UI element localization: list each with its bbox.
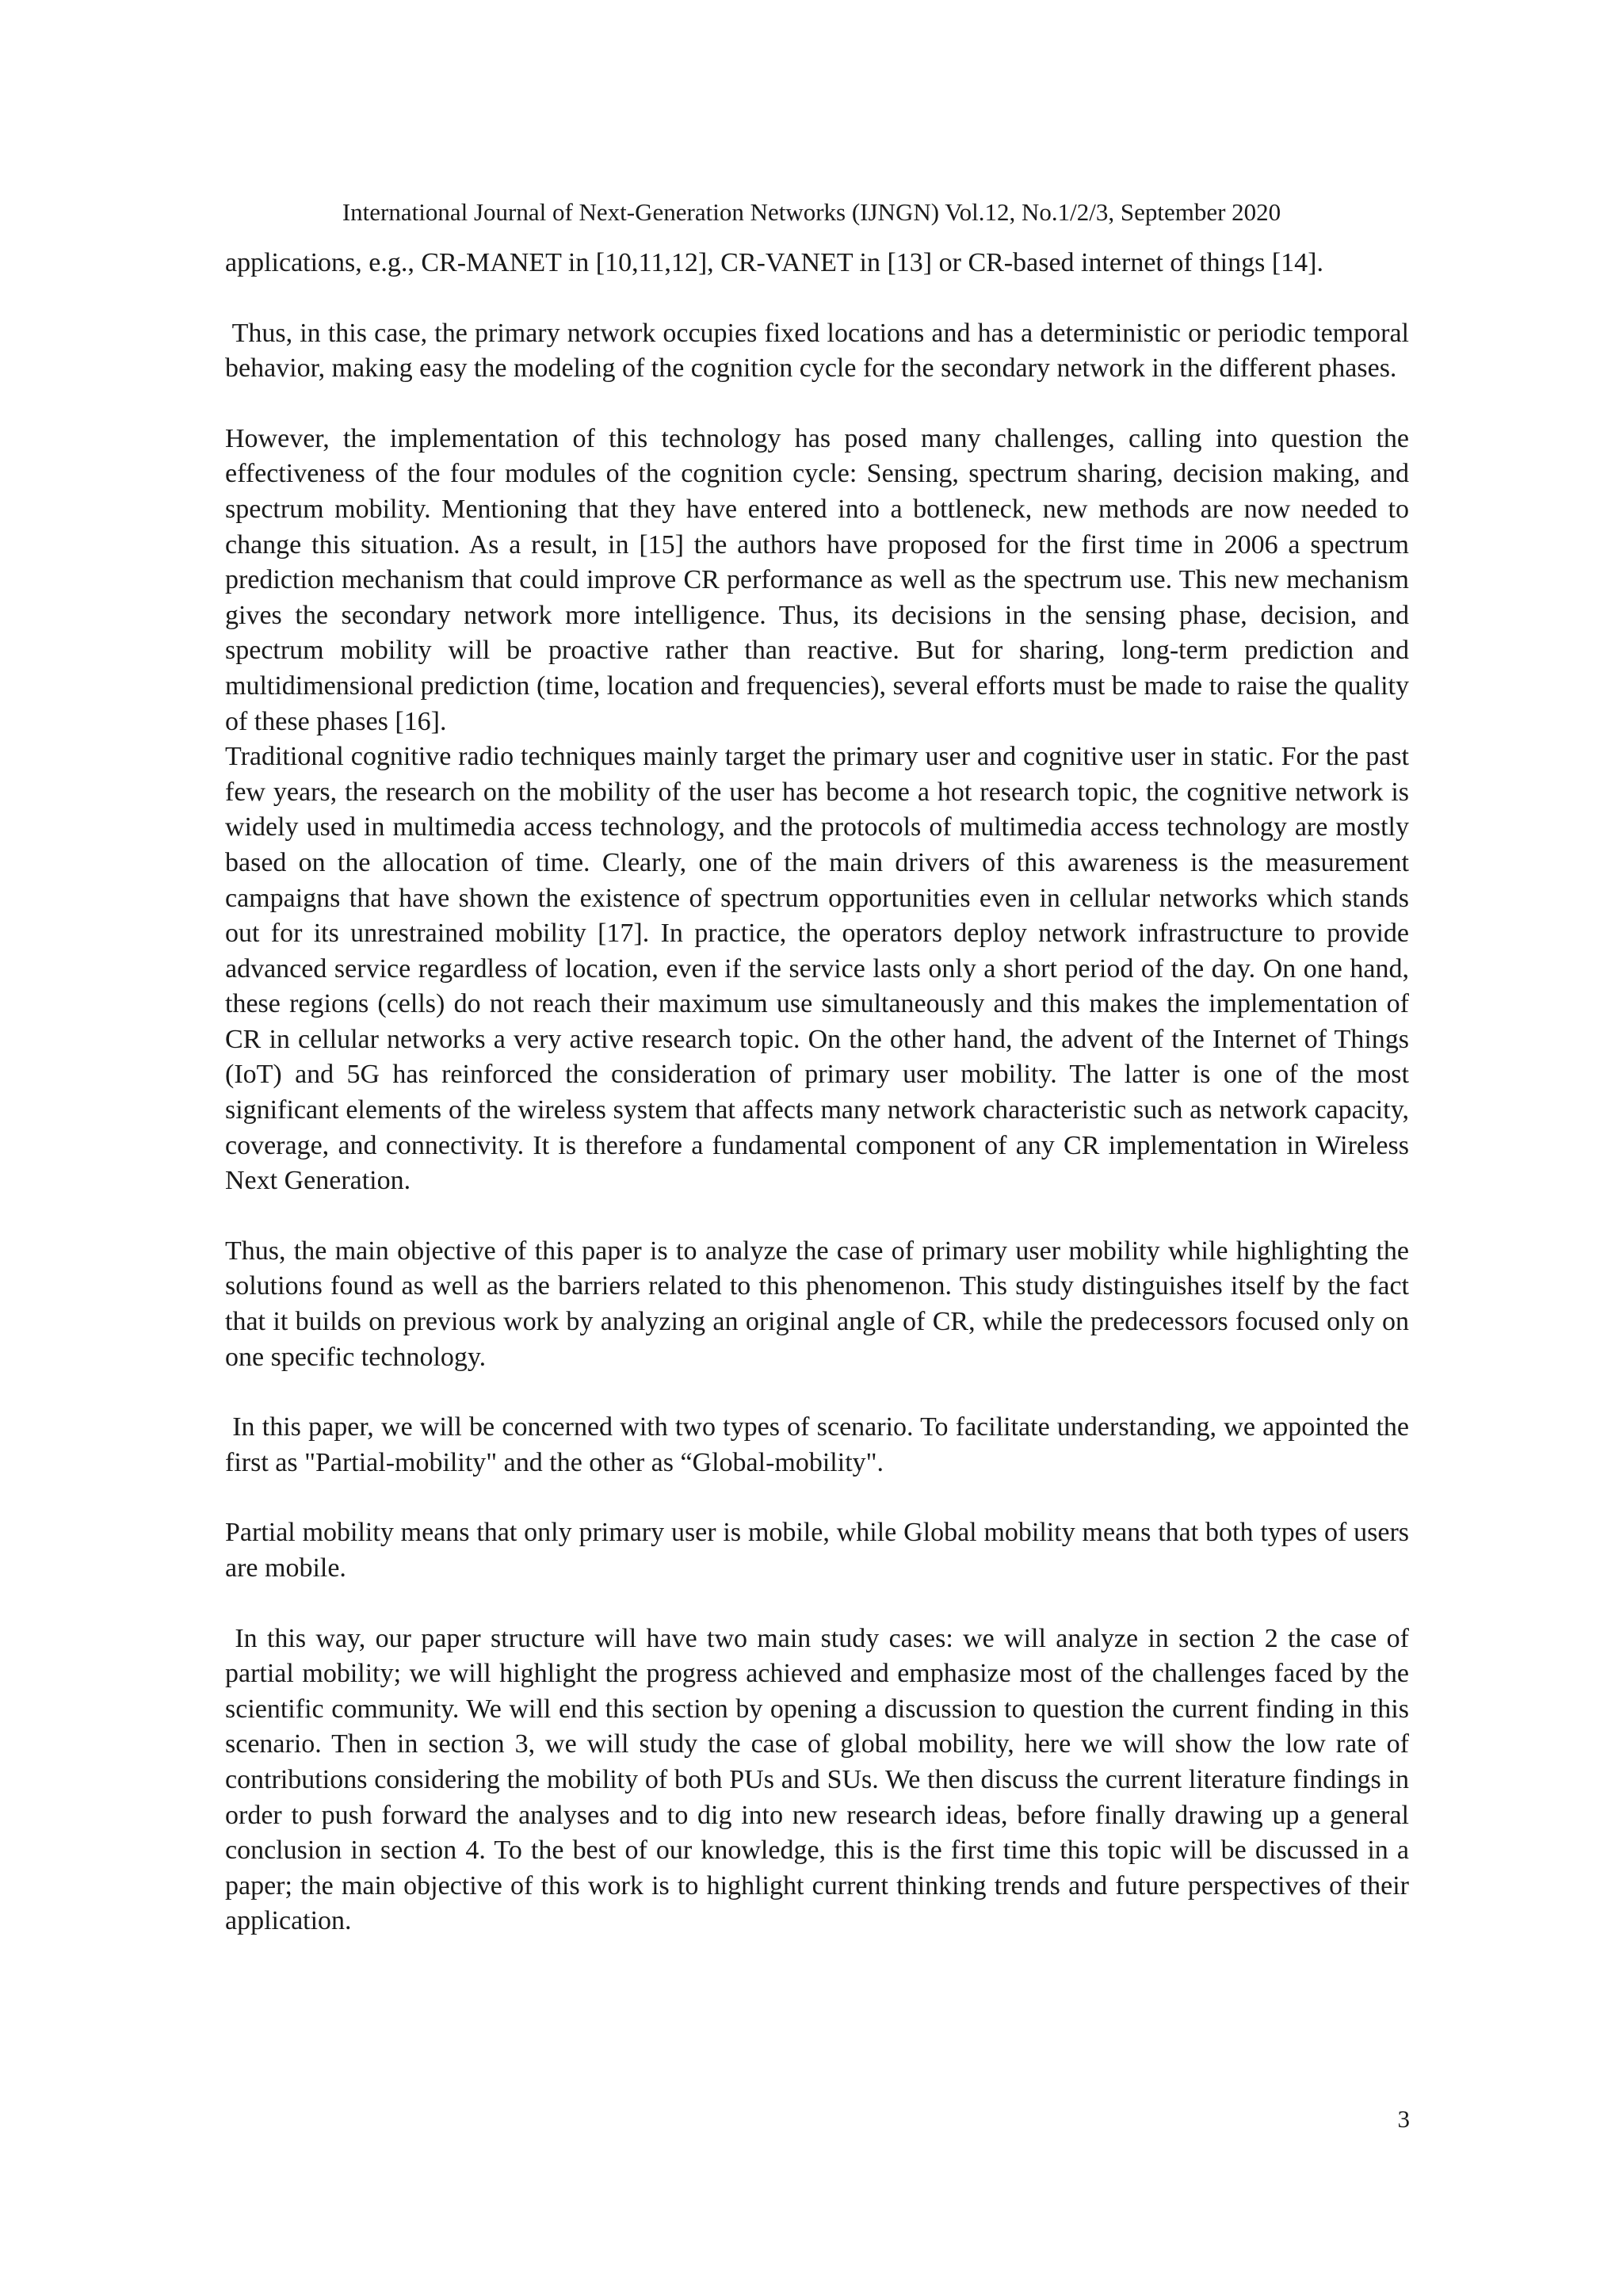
paragraph-primary-network bbox=[225, 316, 1409, 387]
paragraph-mobility-research: Traditional cognitive radio techniques mainly target the primary user and cognitive user in static. For the past few years, the research on the mobility of the user has become a hot research topic, the cognitive network is widely used in multimedia access technology, and the protocols of multimedia access technology are mostly based on the allocation of time. Clearly, one of the main drivers of this awareness is the measurement campaigns that have shown the existence of spectrum opportunities even in cellular networks which stands out for its unrestrained mobility [17]. In practice, the operators deploy network infrastructure to provide advanced service regardless of location, even if the service lasts only a short period of the day. On one hand, these regions (cells) do not reach their maximum use simultaneously and this makes the implementation of CR in cellular networks a very active research topic. On the other hand, the advent of the Internet of Things (IoT) and 5G has reinforced the consideration of primary user mobility. The latter is one of the most significant elements of the wireless system that affects many network characteristic such as network capacity, coverage, and connectivity. It is therefore a fundamental component of any CR implementation in Wireless Next Generation. bbox=[225, 742, 1409, 1196]
paragraph-challenges: However, the implementation of this technology has posed many challenges, calling into question the effectiveness of the four modules of the cognition cycle: Sensing, spectrum sharing, decision making, and spectrum mobility. Mentioning that they have entered into a bottleneck, new methods are now needed to change this situation. As a result, in [15] the authors have proposed for the first time in 2006 a spectrum prediction mechanism that could improve CR performance as well as the spectrum use. This new mechanism gives the secondary network more intelligence. Thus, its decisions in the sensing phase, decision, and spectrum mobility will be proactive rather than reactive. But for sharing, long-term prediction and multidimensional prediction (time, location and frequencies), several efforts must be made to raise the quality of these phases [16]. bbox=[225, 423, 1409, 736]
paragraph-text: In this way, our paper structure will have two main study cases: we will analyze in section 2 the case of partial mobility; we will highlight the progress achieved and emphasize most of the challenges faced by the scientific community. We will end this section by opening a discussion to question the current finding in this scenario. Then in section 3, we will study the case of global mobility, here we will show the low rate of contributions considering the mobility of both PUs and SUs. We then discuss the current literature findings in order to push forward the analyses and to dig into new research ideas, before finally drawing up a general conclusion in section 4. To the best of our knowledge, this is the first time this topic will be discussed in a paper; the main objective of this work is to highlight current thinking trends and future perspectives of their application. bbox=[225, 1623, 1409, 1936]
paragraph-partial-mobility: Partial mobility means that only primary user is mobile, while Global mobility means that both types of users are mobile. bbox=[225, 1518, 1409, 1583]
paragraph-objective: Thus, the main objective of this paper is to analyze the case of primary user mobility while highlighting the solutions found as well as the barriers related to this phenomenon. This study distinguishes itself by the fact that it builds on previous work by analyzing an original angle of CR, while the predecessors focused only on one specific technology. bbox=[225, 1236, 1409, 1372]
paragraph-text: Thus, in this case, the primary network occupies fixed locations and has a deterministic or periodic temporal behavior, making easy the modeling of the cognition cycle for the secondary network in the different phases. bbox=[225, 318, 1409, 384]
page-number: 3 bbox=[1397, 2105, 1410, 2133]
paragraph-paper-structure bbox=[225, 1622, 1409, 1939]
paragraph-scenarios bbox=[225, 1410, 1409, 1480]
paragraph-applications: applications, e.g., CR-MANET in [10,11,12], CR-VANET in [13] or CR-based internet of things [14]. bbox=[225, 248, 1323, 277]
body-text bbox=[225, 246, 1409, 1939]
running-header: International Journal of Next-Generation Networks (IJNGN) Vol.12, No.1/2/3, September 2020 bbox=[342, 198, 1281, 226]
paragraph-text: In this paper, we will be concerned with two types of scenario. To facilitate understanding, we appointed the first as "Partial-mobility" and the other as “Global-mobility". bbox=[225, 1412, 1409, 1477]
